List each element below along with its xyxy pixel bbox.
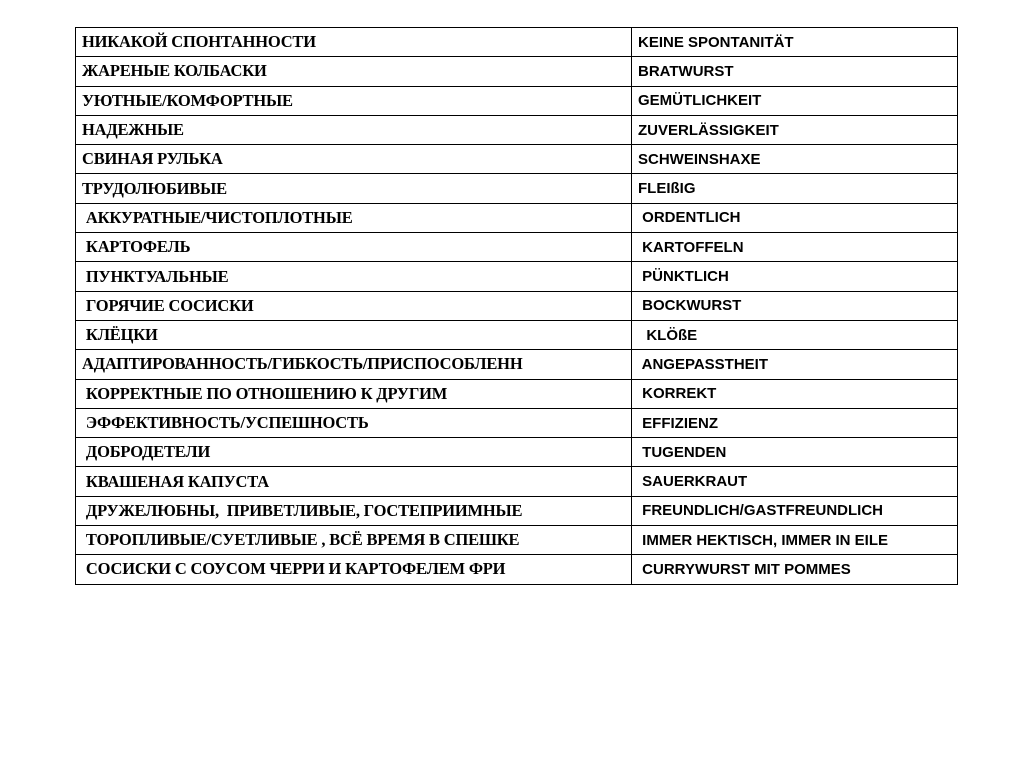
table-row <box>76 203 958 232</box>
german-term-cell: FREUNDLICH/GASTFREUNDLICH <box>632 496 958 525</box>
table-row <box>76 379 958 408</box>
german-term-cell: PÜNKTLICH <box>632 262 958 291</box>
russian-term-cell: КОРРЕКТНЫЕ ПО ОТНОШЕНИЮ К ДРУГИМ <box>76 379 632 408</box>
german-term-cell: ANGEPASSTHEIT <box>632 350 958 379</box>
russian-term-cell: КАРТОФЕЛЬ <box>76 233 632 262</box>
russian-term-cell: ДОБРОДЕТЕЛИ <box>76 438 632 467</box>
german-term-cell: TUGENDEN <box>632 438 958 467</box>
russian-term-cell: КЛЁЦКИ <box>76 320 632 349</box>
table-row <box>76 57 958 86</box>
russian-term-cell: КВАШЕНАЯ КАПУСТА <box>76 467 632 496</box>
german-term-cell: KEINE SPONTANITÄT <box>632 28 958 57</box>
table-row <box>76 438 958 467</box>
table-row <box>76 467 958 496</box>
russian-term-cell: УЮТНЫЕ/КОМФОРТНЫЕ <box>76 86 632 115</box>
table-row <box>76 28 958 57</box>
german-term-cell: ZUVERLÄSSIGKEIT <box>632 115 958 144</box>
russian-term-cell: ТОРОПЛИВЫЕ/СУЕТЛИВЫЕ , ВСЁ ВРЕМЯ В СПЕШКЕ <box>76 526 632 555</box>
german-term-cell: KARTOFFELN <box>632 233 958 262</box>
german-term-cell: BRATWURST <box>632 57 958 86</box>
table-row <box>76 408 958 437</box>
german-term-cell: EFFIZIENZ <box>632 408 958 437</box>
russian-term-cell: АККУРАТНЫЕ/ЧИСТОПЛОТНЫЕ <box>76 203 632 232</box>
table-body <box>76 28 958 585</box>
german-term-cell: FLEIßIG <box>632 174 958 203</box>
vocabulary-table <box>75 27 958 585</box>
russian-term-cell: НИКАКОЙ СПОНТАННОСТИ <box>76 28 632 57</box>
russian-term-cell: ПУНКТУАЛЬНЫЕ <box>76 262 632 291</box>
russian-term-cell: АДАПТИРОВАННОСТЬ/ГИБКОСТЬ/ПРИСПОСОБЛЕНН <box>76 350 632 379</box>
table-row <box>76 262 958 291</box>
table-row <box>76 350 958 379</box>
table-row <box>76 233 958 262</box>
table-row <box>76 496 958 525</box>
german-term-cell: KORREKT <box>632 379 958 408</box>
russian-term-cell: СОСИСКИ С СОУСОМ ЧЕРРИ И КАРТОФЕЛЕМ ФРИ <box>76 555 632 584</box>
table-row <box>76 86 958 115</box>
german-term-cell: IMMER HEKTISCH, IMMER IN EILE <box>632 526 958 555</box>
russian-term-cell: СВИНАЯ РУЛЬКА <box>76 145 632 174</box>
german-term-cell: GEMÜTLICHKEIT <box>632 86 958 115</box>
russian-term-cell: ГОРЯЧИЕ СОСИСКИ <box>76 291 632 320</box>
table-row <box>76 174 958 203</box>
table-row <box>76 291 958 320</box>
table-row <box>76 320 958 349</box>
russian-term-cell: НАДЕЖНЫЕ <box>76 115 632 144</box>
german-term-cell: SAUERKRAUT <box>632 467 958 496</box>
german-term-cell: BOCKWURST <box>632 291 958 320</box>
russian-term-cell: ДРУЖЕЛЮБНЫ, ПРИВЕТЛИВЫЕ, ГОСТЕПРИИМНЫЕ <box>76 496 632 525</box>
german-term-cell: KLÖßE <box>632 320 958 349</box>
table-row <box>76 145 958 174</box>
table-row <box>76 555 958 584</box>
german-term-cell: SCHWEINSHAXE <box>632 145 958 174</box>
russian-term-cell: ЭФФЕКТИВНОСТЬ/УСПЕШНОСТЬ <box>76 408 632 437</box>
russian-term-cell: ТРУДОЛЮБИВЫЕ <box>76 174 632 203</box>
german-term-cell: ORDENTLICH <box>632 203 958 232</box>
table-row <box>76 115 958 144</box>
table-row <box>76 526 958 555</box>
german-term-cell: CURRYWURST MIT POMMES <box>632 555 958 584</box>
russian-term-cell: ЖАРЕНЫЕ КОЛБАСКИ <box>76 57 632 86</box>
